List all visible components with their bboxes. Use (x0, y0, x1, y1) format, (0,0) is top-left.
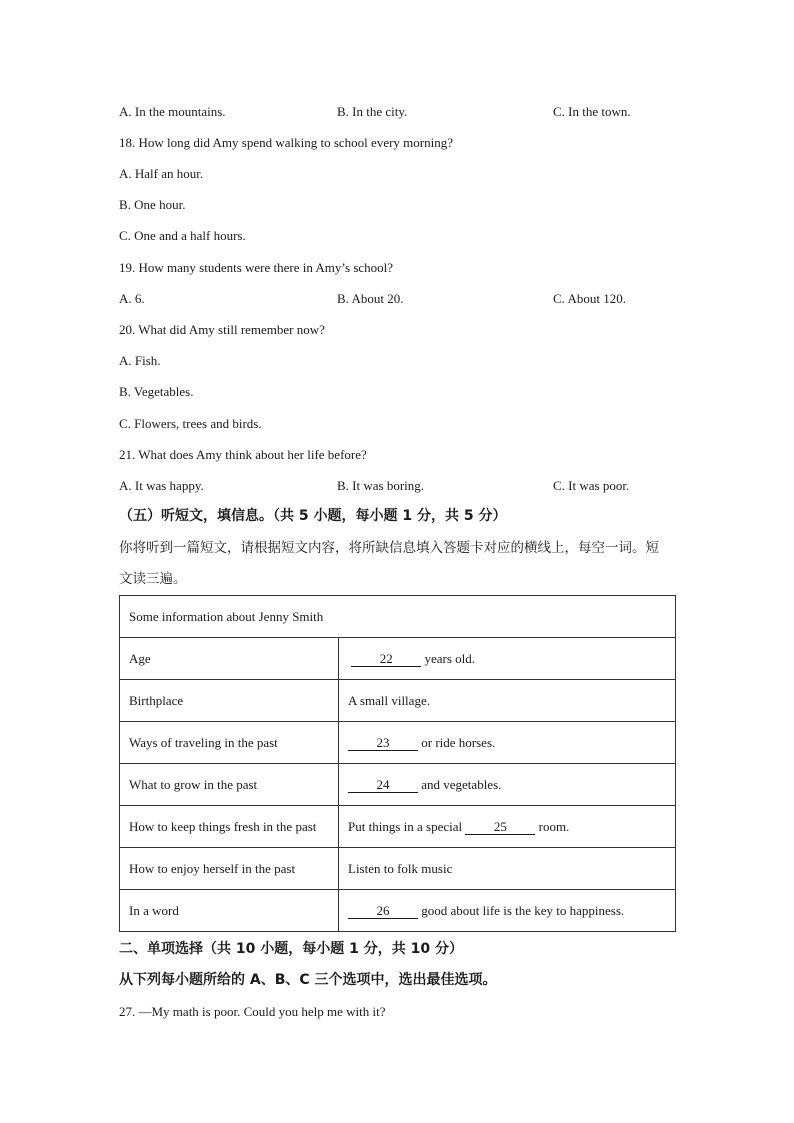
row-label: How to enjoy herself in the past (120, 848, 339, 890)
row-value-text: and vegetables. (418, 776, 502, 792)
q27-question: 27. —My math is poor. Could you help me with it? (119, 1004, 386, 1019)
q18-option-c: C. One and a half hours. (119, 228, 246, 243)
table-row-in-a-word (120, 890, 676, 932)
row-label: Age (120, 638, 339, 680)
row-value-text: or ride horses. (418, 734, 496, 750)
q17-option-a: A. In the mountains. (119, 104, 226, 119)
row-value (339, 638, 676, 680)
table-row-fresh (120, 806, 676, 848)
table-title: Some information about Jenny Smith (120, 596, 676, 638)
row-value (339, 890, 676, 932)
q21-option-b: B. It was boring. (337, 478, 425, 493)
table-row-traveling (120, 722, 676, 764)
q20-question: 20. What did Amy still remember now? (119, 322, 325, 337)
q17-option-c: C. In the town. (553, 104, 631, 119)
answer-blank-25[interactable]: 25 (465, 820, 535, 835)
q19-option-c: C. About 120. (553, 291, 626, 306)
q21-option-a: A. It was happy. (119, 478, 204, 493)
row-label: What to grow in the past (120, 764, 339, 806)
q20-option-a: A. Fish. (119, 353, 161, 368)
info-table (119, 595, 676, 932)
section2-instruction: 从下列每小题所给的 A、B、C 三个选项中，选出最佳选项。 (119, 972, 497, 988)
row-value (339, 764, 676, 806)
row-value: Listen to folk music (339, 848, 676, 890)
q19-question: 19. How many students were there in Amy’s school? (119, 260, 394, 275)
section5-heading: （五）听短文，填信息。（共 5 小题，每小题 1 分，共 5 分） (119, 508, 507, 524)
section5-instruction-line1: 你将听到一篇短文，请根据短文内容，将所缺信息填入答题卡对应的横线上，每空一词。短 (119, 540, 659, 556)
row-value (339, 722, 676, 764)
row-label: Ways of traveling in the past (120, 722, 339, 764)
row-value: A small village. (339, 680, 676, 722)
row-value-text: Put things in a special (348, 818, 466, 834)
table-title-row (120, 596, 676, 638)
table-row-enjoy (120, 848, 676, 890)
answer-blank-24[interactable]: 24 (348, 778, 418, 793)
row-label: Birthplace (120, 680, 339, 722)
q20-option-b: B. Vegetables. (119, 384, 194, 399)
table-row-age (120, 638, 676, 680)
q19-option-a: A. 6. (119, 291, 145, 306)
row-value-text: years old. (421, 650, 476, 666)
section2-heading: 二、单项选择（共 10 小题，每小题 1 分，共 10 分） (119, 941, 463, 957)
q21-option-c: C. It was poor. (553, 478, 630, 493)
q17-option-b: B. In the city. (337, 104, 408, 119)
q18-question: 18. How long did Amy spend walking to school every morning? (119, 135, 453, 150)
row-label: In a word (120, 890, 339, 932)
q21-question: 21. What does Amy think about her life before? (119, 447, 367, 462)
answer-blank-26[interactable]: 26 (348, 904, 418, 919)
q20-option-c: C. Flowers, trees and birds. (119, 416, 262, 431)
row-value-text: room. (535, 818, 570, 834)
row-value (339, 806, 676, 848)
answer-blank-22[interactable]: 22 (351, 652, 421, 667)
answer-blank-23[interactable]: 23 (348, 736, 418, 751)
row-value-text: good about life is the key to happiness. (418, 902, 625, 918)
row-label: How to keep things fresh in the past (120, 806, 339, 848)
q19-option-b: B. About 20. (337, 291, 404, 306)
q18-option-b: B. One hour. (119, 197, 186, 212)
table-row-birthplace (120, 680, 676, 722)
section5-instruction-line2: 文读三遍。 (119, 571, 187, 587)
q18-option-a: A. Half an hour. (119, 166, 204, 181)
table-row-grow (120, 764, 676, 806)
